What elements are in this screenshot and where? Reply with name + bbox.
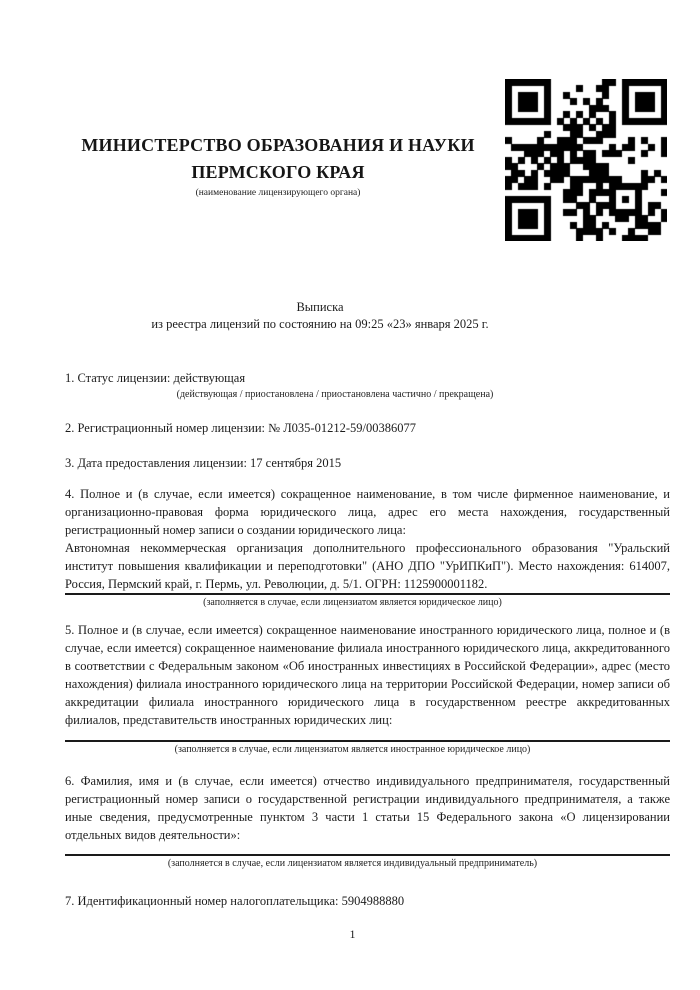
qr-code-icon: [505, 79, 667, 241]
foreign-entity-caption: (заполняется в случае, если лицензиатом является иностранное юридическое лицо): [174, 744, 531, 755]
document-subtitle: из реестра лицензий по состоянию на 09:25 «23» января 2025 г.: [151, 317, 489, 331]
license-status: 1. Статус лицензии: действующая: [65, 371, 246, 385]
licensing-authority-caption: (наименование лицензирующего органа): [195, 188, 361, 198]
individual-entrepreneur-field: [65, 772, 670, 856]
legal-entity-question: 4. Полное и (в случае, если имеется) сокращенное наименование, в том числе фирменное наименование, и организационно-правовая форма юридического лица, адрес его места нахождения, государственный регистрационный номер записи о создании юридического лица:: [65, 487, 670, 537]
document-title: Выписка: [296, 300, 344, 314]
page-number: 1: [349, 927, 356, 941]
document-body: [65, 299, 670, 911]
license-grant-date: 3. Дата предоставления лицензии: 17 сентября 2015: [65, 456, 342, 470]
foreign-entity-field: [65, 621, 670, 742]
taxpayer-id: 7. Идентификационный номер налогоплательщика: 5904988880: [65, 894, 405, 908]
legal-entity-answer: Автономная некоммерческая организация дополнительного профессионального образования "Уральский институт повышения квалификации и переподготовки" (АНО ДПО "УрИПКиП"). Место нахождения: 614007, Россия, Пермский край, г. Пермь, ул. Революции, д. 5/1. ОГРН: 1125900001182.: [65, 541, 670, 591]
individual-entrepreneur-question: 6. Фамилия, имя и (в случае, если имеется) отчество индивидуального предпринимателя, государственный регистрационный номер записи о государственной регистрации индивидуального предпринимателя, а также иные сведения, предусмотренные пунктом 3 части 1 статьи 15 Федерального закона «О лицензировании отдельных видов деятельности»:: [65, 774, 670, 842]
legal-entity-field: [65, 485, 670, 595]
ministry-name-line2: ПЕРМСКОГО КРАЯ: [191, 162, 365, 182]
licensing-authority-block: [68, 132, 488, 200]
license-status-caption: (действующая / приостановлена / приостановлена частично / прекращена): [176, 389, 494, 400]
legal-entity-caption: (заполняется в случае, если лицензиатом является юридическое лицо): [203, 597, 502, 608]
foreign-entity-question: 5. Полное и (в случае, если имеется) сокращенное наименование иностранного юридического лица, полное и (в случае, если имеется) сокращенное наименование филиала иностранного юридического лица, аккредитованного в соответствии с Федеральным законом «Об иностранных инвестициях в Российской Федерации», адрес (место нахождения) филиала иностранного юридического лица на территории Российской Федерации, номер записи об аккредитации филиала иностранного юридического лица в государственном реестре аккредитованных филиалов, представительств иностранных юридических лиц:: [65, 623, 670, 727]
ministry-name-line1: МИНИСТЕРСТВО ОБРАЗОВАНИЯ И НАУКИ: [81, 135, 475, 155]
document-title-block: [65, 299, 575, 333]
license-registration-number: 2. Регистрационный номер лицензии: № Л035-01212-59/00386077: [65, 421, 416, 435]
individual-entrepreneur-caption: (заполняется в случае, если лицензиатом является индивидуальный предприниматель): [167, 858, 538, 869]
